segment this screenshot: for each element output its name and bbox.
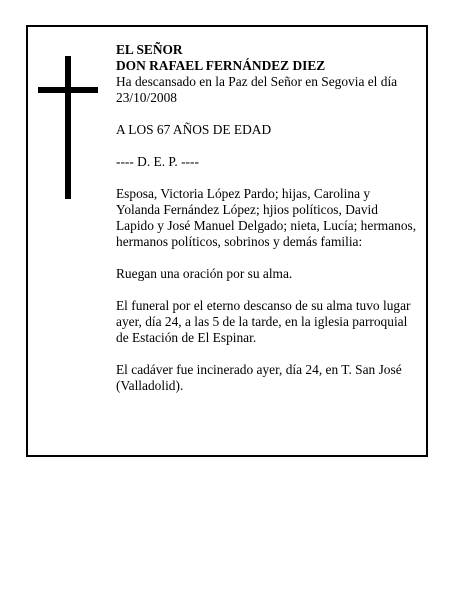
cross-icon xyxy=(38,56,98,199)
spacer xyxy=(116,346,424,362)
rest-line-1: Ha descansado en la Paz del Señor en Segovia el día xyxy=(116,74,398,89)
family-line: Esposa, Victoria López Pardo; hijas, Carolina y xyxy=(116,186,371,201)
spacer xyxy=(116,282,424,298)
family-line: Yolanda Fernández López; hjios políticos, David xyxy=(116,202,378,217)
deceased-name: DON RAFAEL FERNÁNDEZ DIEZ xyxy=(116,58,326,73)
spacer xyxy=(116,106,424,122)
spacer xyxy=(116,170,424,186)
spacer xyxy=(116,250,424,266)
funeral-line: El funeral por el eterno descanso de su alma tuvo lugar xyxy=(116,298,411,313)
funeral-line: ayer, día 24, a las 5 de la tarde, en la iglesia parroquial xyxy=(116,314,408,329)
spacer xyxy=(116,138,424,154)
funeral-line: de Estación de El Espinar. xyxy=(116,330,257,345)
family-line: Lapido y José Manuel Delgado; nieta, Lucía; hermanos, xyxy=(116,218,417,233)
cremation-line: El cadáver fue incinerado ayer, día 24, en T. San José xyxy=(116,362,402,377)
dep-line: ---- D. E. P. ---- xyxy=(116,154,199,169)
date-of-death: 23/10/2008 xyxy=(116,90,178,105)
family-line: hermanos políticos, sobrinos y demás familia: xyxy=(116,234,363,249)
obituary-text xyxy=(116,42,424,394)
title-line-1: EL SEÑOR xyxy=(116,42,183,57)
prayer-line: Ruegan una oración por su alma. xyxy=(116,266,293,281)
cremation-line: (Valladolid). xyxy=(116,378,184,393)
age-line: A LOS 67 AÑOS DE EDAD xyxy=(116,122,272,137)
cross-vertical-bar xyxy=(65,56,71,199)
obituary-notice xyxy=(26,25,428,457)
cross-horizontal-bar xyxy=(38,87,98,93)
